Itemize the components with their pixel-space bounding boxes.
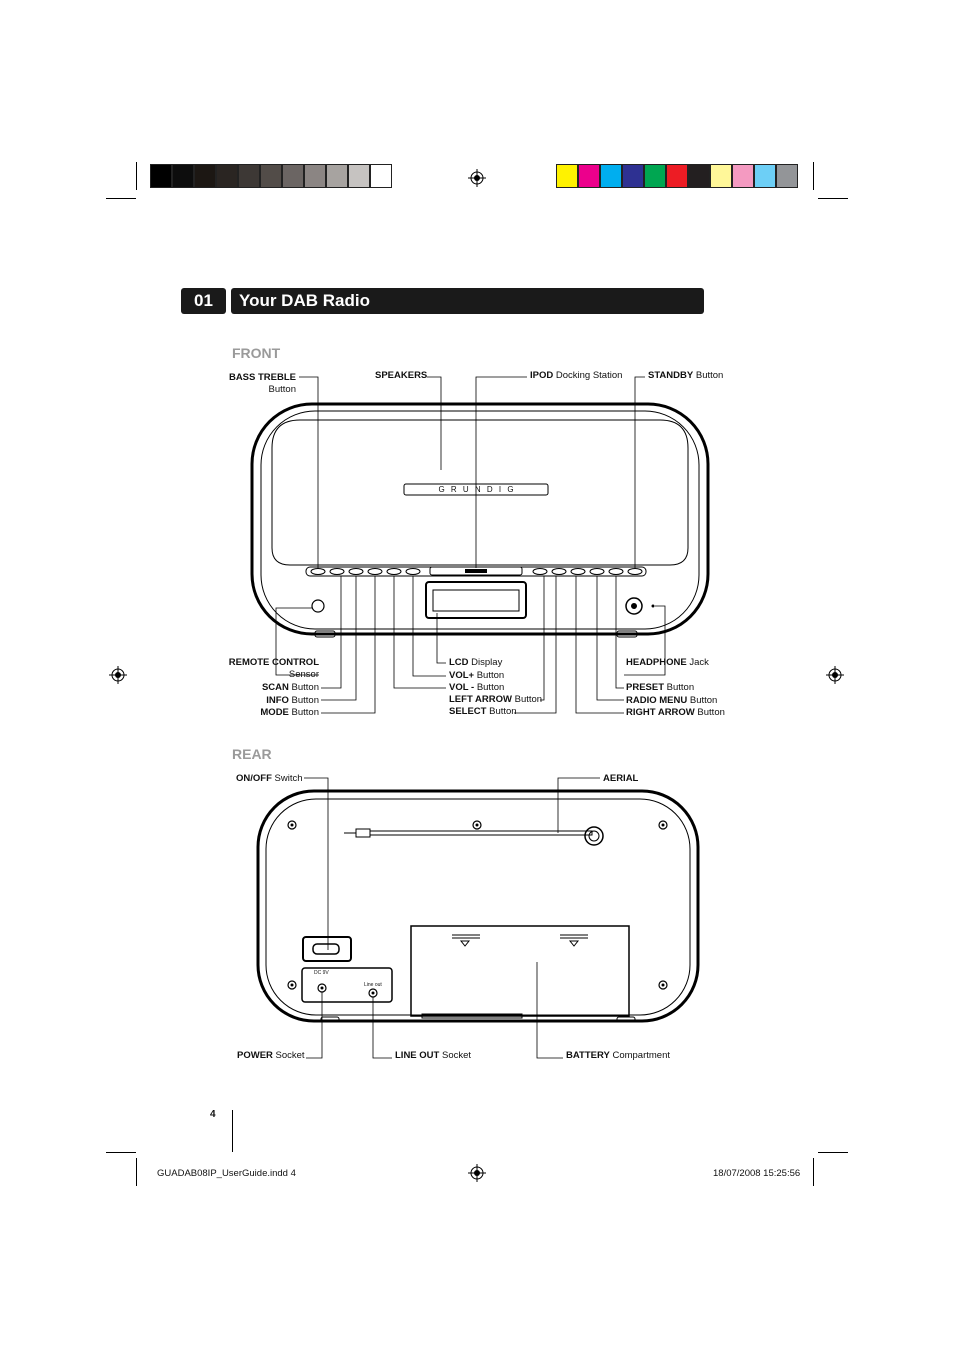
power-sub: Socket xyxy=(275,1050,305,1061)
info-sub: Button xyxy=(291,695,319,706)
lcd-sub: Display xyxy=(471,657,503,668)
vol-minus-sub: Button xyxy=(476,682,505,693)
battery-label xyxy=(566,1050,670,1062)
speakers-title: SPEAKERS xyxy=(375,370,428,381)
line-out-panel-label: Line out xyxy=(364,982,382,988)
bass-treble-title: BASS TREBLE xyxy=(228,372,296,383)
right-arrow-title: RIGHT ARROW xyxy=(626,707,695,718)
mode-title: MODE xyxy=(260,707,289,718)
footer-filename: GUADAB08IP_UserGuide.indd 4 xyxy=(157,1168,296,1179)
preset-sub: Button xyxy=(666,682,695,693)
scan-title: SCAN xyxy=(261,682,289,693)
vol-plus-title: VOL+ xyxy=(449,670,475,681)
mode-sub: Button xyxy=(291,707,319,718)
standby-title: STANDBY xyxy=(648,370,694,381)
dc-label: DC 9V xyxy=(314,970,329,976)
chapter-number: 01 xyxy=(194,291,213,310)
power-label xyxy=(237,1050,305,1062)
headphone-sub: Jack xyxy=(689,657,709,668)
on-off-sub: Switch xyxy=(274,773,303,784)
bass-treble-sub: Button xyxy=(268,384,296,395)
vol-plus-sub: Button xyxy=(476,670,505,681)
registration-mark-icon xyxy=(468,1164,486,1182)
crop-mark xyxy=(106,1152,136,1153)
footer-datetime: 18/07/2008 15:25:56 xyxy=(713,1168,801,1179)
crop-mark xyxy=(813,1158,814,1186)
line-out-label xyxy=(395,1050,471,1062)
right-arrow-sub: Button xyxy=(697,707,725,718)
remote-control-title: REMOTE CONTROL xyxy=(228,657,319,668)
select-sub: Button xyxy=(489,706,517,717)
aerial-title: AERIAL xyxy=(603,773,639,784)
front-heading: FRONT xyxy=(232,345,281,361)
ipod-sub: Docking Station xyxy=(555,370,623,381)
aerial-label xyxy=(603,773,638,785)
page-number: 4 xyxy=(210,1109,216,1120)
remote-control-sub: Sensor xyxy=(288,669,319,680)
headphone-title: HEADPHONE xyxy=(626,657,687,668)
power-title: POWER xyxy=(237,1050,273,1061)
left-arrow-title: LEFT ARROW xyxy=(449,694,512,705)
vol-minus-title: VOL - xyxy=(449,682,475,693)
battery-title: BATTERY xyxy=(566,1050,610,1061)
line-out-title: LINE OUT xyxy=(395,1050,440,1061)
page-number-rule xyxy=(232,1110,233,1152)
info-title: INFO xyxy=(266,695,289,706)
crop-mark xyxy=(818,1152,848,1153)
crop-mark xyxy=(136,1158,137,1186)
scan-sub: Button xyxy=(291,682,319,693)
on-off-title: ON/OFF xyxy=(236,773,272,784)
chapter-title: Your DAB Radio xyxy=(239,291,370,310)
line-out-sub: Socket xyxy=(441,1050,472,1061)
battery-sub: Compartment xyxy=(612,1050,671,1061)
on-off-label xyxy=(236,773,303,785)
ipod-title: IPOD xyxy=(530,370,554,381)
left-arrow-sub: Button xyxy=(514,694,543,705)
radio-menu-sub: Button xyxy=(689,695,718,706)
front-brand-text: G R U N D I G xyxy=(438,485,516,494)
standby-sub: Button xyxy=(695,370,724,381)
rear-heading: REAR xyxy=(232,746,272,762)
radio-menu-title: RADIO MENU xyxy=(626,695,688,706)
select-title: SELECT xyxy=(449,706,487,717)
preset-title: PRESET xyxy=(626,682,665,693)
lcd-title: LCD xyxy=(449,657,469,668)
